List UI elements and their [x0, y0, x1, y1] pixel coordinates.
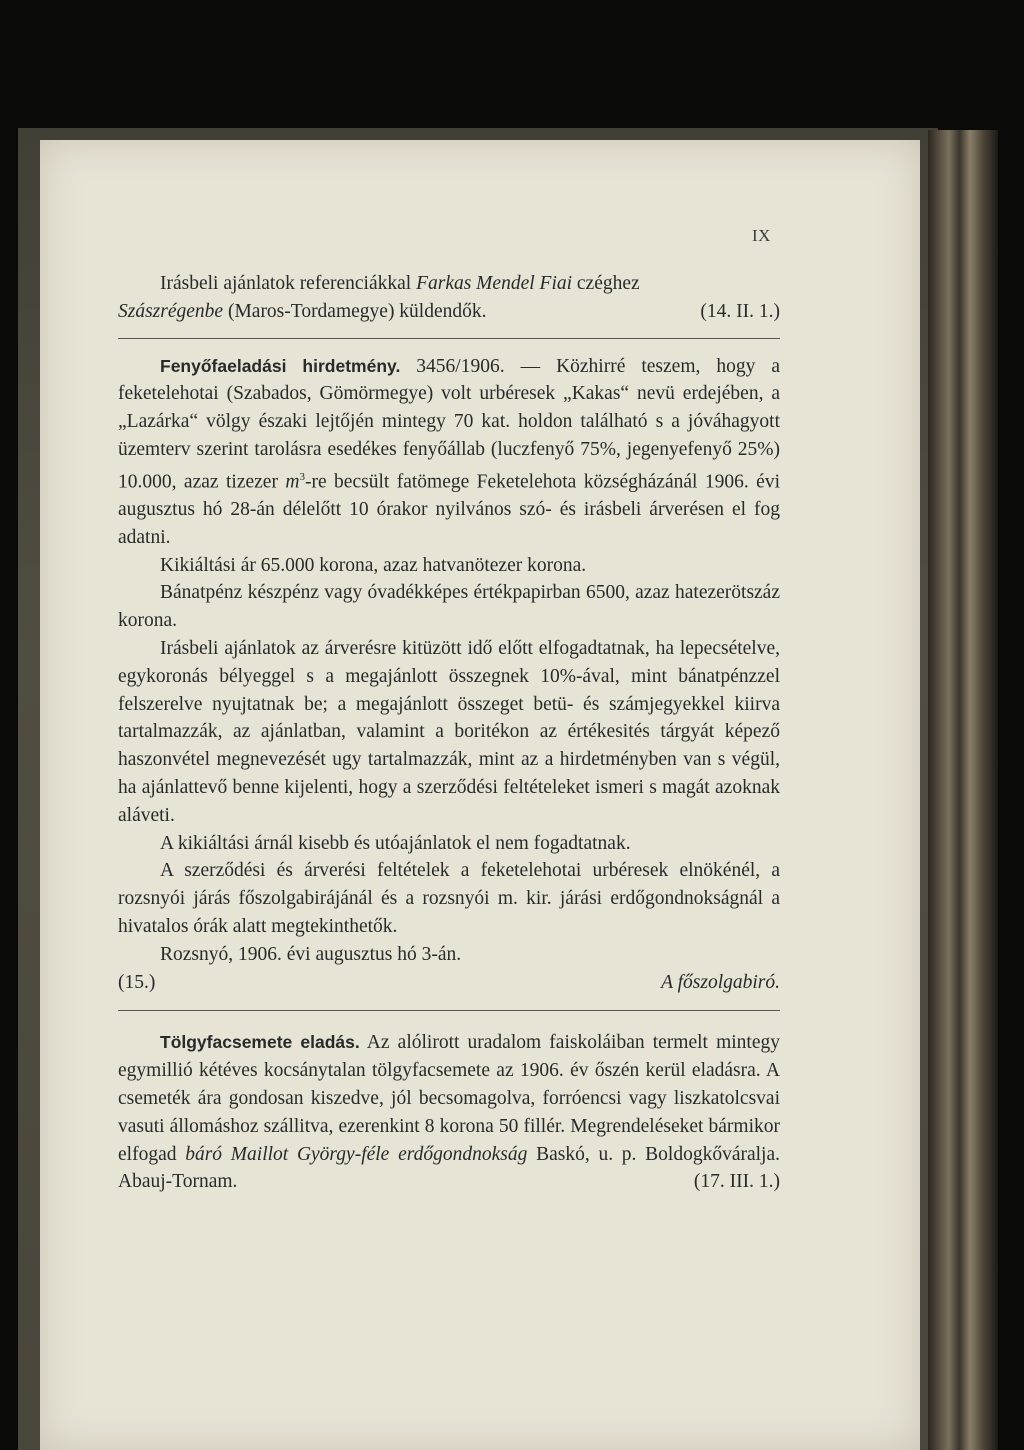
- date-line: Rozsnyó, 1906. évi augusztus hó 3-án.: [160, 943, 462, 965]
- notice-firm-text: Irásbeli ajánlatok referenciákkal Farkas Mendel Fiai czéghez Szászrégenbe (Maros-Tordamegye) küldendők. (14. II. 1.): [118, 270, 780, 326]
- written-offers: Irásbeli ajánlatok az árverésre kitüzött idő előtt elfogadtatnak, ha lepecsételve, egykoronás bélyeggel s a megajánlott összegnek 10%-ával, mint bánatpénzzel felszerelve nyujtatnak be; a megajánlott összeget betü- és számjegyekkel kiirva tartalmazzák, az ajánlatban, valamint a boritékon az értékesités tárgyát képező haszonvétel megnevezését ugy tartalmazzák, mint az a hirdetményben van s végül, ha ajánlattevő benne kijelenti, hogy a szerződési feltételeket ismeri s magát azoknak aláveti.: [118, 638, 780, 826]
- notice-heading: Tölgyfacsemete eladás.: [160, 1032, 360, 1053]
- firm-name: Farkas Mendel Fiai: [416, 273, 573, 294]
- signature: A főszolgabiró.: [661, 971, 780, 993]
- lower-offers: A kikiáltási árnál kisebb és utóajánlatok el nem fogadtatnak.: [160, 832, 631, 854]
- notice-ref: (14. II. 1.): [700, 300, 780, 322]
- notice-ref: (17. III. 1.): [693, 1171, 780, 1193]
- conditions: A szerződési és árverési feltételek a feketelehotai urbéresek elnökénél, a rozsnyói járás főszolgabirájánál és a rozsnyói m. kir. járási erdőgondnokságnál a hivatalos órák alatt megtekinthetők.: [118, 860, 780, 938]
- notice-oak-seedlings: [118, 1029, 780, 1196]
- signature-row: [118, 969, 780, 997]
- starting-price: Kikiáltási ár 65.000 korona, azaz hatvanötezer korona.: [160, 554, 587, 576]
- deposit: Bánatpénz készpénz vagy óvadékképes értékpapirban 6500, azaz hatezerötszáz korona.: [118, 582, 780, 632]
- pine-sale-intro: Fenyőfaeladási hirdetmény. 3456/1906. — Közhirré teszem, hogy a feketelehotai (Szabados, Gömörmegye) volt urbéresek „Kakas“ nevü erdejében, a „Lazárka“ völgy északi lejtőjén mintegy 70 kat. holdon található s a jóváhagyott üzemterv szerint tarolásra esedékes fenyőállab (luczfenyő 75%, jegenyefenyő 25%) 10.000, azaz tizezer $m^3-re$ becsült fatömege Feketelehota községházánál 1906. évi augusztus hó 28-án délelőtt 10 órakor nyilvános szó- és irásbeli árverésen el fog adatni.: [118, 355, 780, 548]
- page-text: [118, 220, 780, 1196]
- place-name: Szászrégenbe: [118, 300, 224, 322]
- book-spine: [928, 130, 998, 1450]
- notice-heading: Fenyőfaeladási hirdetmény.: [160, 355, 401, 376]
- page-number: IX: [752, 226, 771, 245]
- oak-seedlings-text: Tölgyfacsemete eladás. Az alólirott uradalom faiskoláiban termelt mintegy egymillió kétéves kocsánytalan tölgyfacsemete az 1906. év őszén kerül eladásra. A csemeték ára gondosan kiszedve, jól becsomagolva, forróencsi vagy liszkatolcsvai vasuti állomáshoz szállitva, ezerenkint 8 korona 50 fillér. Megrendeléseket bármikor elfogad báró Maillot György-féle erdőgondnokság Baskó, u. p. Boldogkőváralja. Abauj-Tornam. (17. III. 1.): [118, 1029, 780, 1196]
- notice-ref: (15.): [118, 971, 156, 993]
- notice-pine-sale: [118, 353, 780, 997]
- divider: [118, 1010, 780, 1011]
- notice-firm-offers: [118, 270, 780, 326]
- firm-name: báró Maillot György-féle erdőgondnokság: [185, 1143, 528, 1165]
- divider: [118, 338, 780, 339]
